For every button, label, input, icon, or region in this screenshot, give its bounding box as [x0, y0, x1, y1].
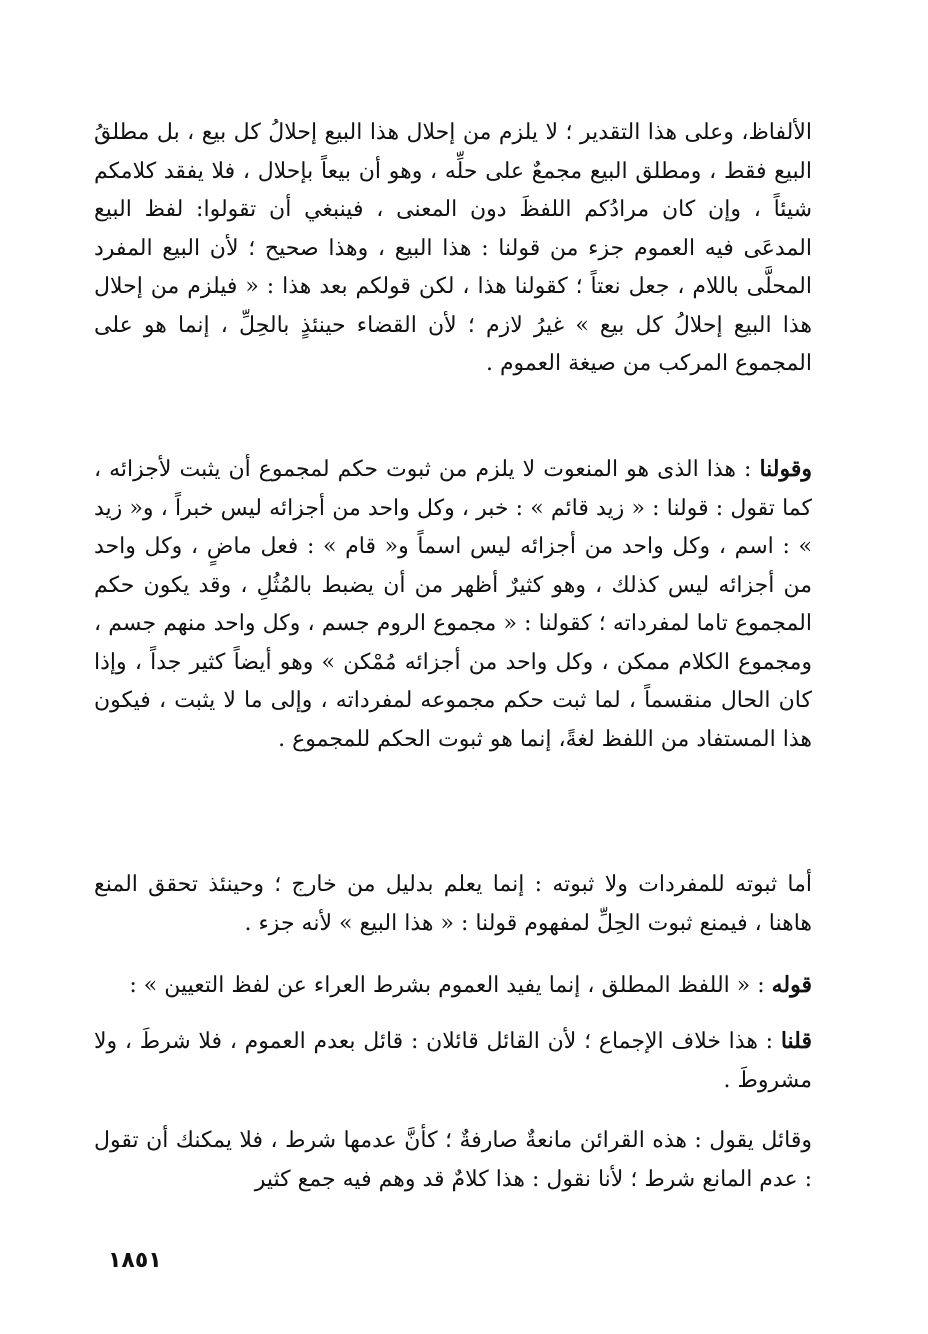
paragraph-4-body: : « اللفظ المطلق ، إنما يفيد العموم بشرط العراء عن لفظ التعيين » : [129, 973, 772, 998]
paragraph-5-body: : هذا خلاف الإجماع ؛ لأن القائل قائلان : قائل بعدم العموم ، فلا شرطَ ، ولا مشروطَ . [94, 1029, 812, 1093]
paragraph-4 [94, 966, 812, 1006]
paragraph-5-lead: قلنا [780, 1028, 812, 1054]
paragraph-1-text: الألفاظ، وعلى هذا التقدير ؛ لا يلزم من إحلال هذا البيع إحلالُ كل بيع ، بل مطلقُ البيع فقط ، ومطلق البيع مجمعٌ على حلِّه ، وهو أن بيعاً بإحلال ، فلا يفقد كلامكم شيئاً ، وإن كان مرادُكم اللفظَ دون المعنى ، فينبغي أن تقولوا: لفظ البيع المدعَى فيه العموم جزء من قولنا : هذا البيع ، وهذا صحيح ؛ لأن البيع المفرد المحلَّى باللام ، جعل نعتاً ؛ كقولنا هذا ، لكن قولكم بعد هذا : « فيلزم من إحلال هذا البيع إحلالُ كل بيع » غيرُ لازم ؛ لأن القضاء حينئذٍ بالحِلِّ ، إنما هو على المجموع المركب من صيغة العموم . [94, 120, 812, 376]
paragraph-2-body: : هذا الذى هو المنعوت لا يلزم من ثبوت حكم لمجموع أن يثبت لأجزائه ، كما تقول : قولنا : « زيد قائم » : خبر ، وكل واحد من أجزائه ليس خبراً ، و« زيد » : اسم ، وكل واحد من أجزائه ليس اسماً و« قام » : فعل ماضٍ ، وكل واحد من أجزائه ليس كذلك ، وهو كثيرٌ أظهر من أن يضبط بالمُثُلِ ، وقد يكون حكم المجموع تاما لمفرداته ؛ كقولنا : « مجموع الروم جسم ، وكل واحد منهم جسم ، ومجموع الكلام ممكن ، وكل واحد من أجزائه مُمْكن » وهو أيضاً كثير جداً ، وإذا كان الحال منقسماً ، لما ثبت حكم مجموعه لمفرداته ، وإلى ما لا يثبت ، فيكون هذا المستفاد من اللفظ لغةً، إنما هو ثبوت الحكم للمجموع . [94, 457, 812, 752]
paragraph-6 [94, 1122, 812, 1199]
paragraph-5 [94, 1022, 812, 1100]
paragraph-2-lead: وقولنا [759, 456, 812, 482]
page-number: ١٨٥١ [108, 1248, 162, 1273]
paragraph-3-text: أما ثبوته للمفردات ولا ثبوته : إنما يعلم بدليل من خارج ؛ وحينئذ تحقق المنع هاهنا ، فيمنع ثبوت الحِلِّ لمفهوم قولنا : « هذا البيع » لأنه جزء . [94, 872, 812, 936]
paragraph-5-text [94, 1022, 812, 1100]
paragraph-1 [94, 114, 812, 384]
paragraph-4-text [94, 966, 812, 1006]
paragraph-4-lead: قوله [771, 972, 812, 998]
paragraph-3 [94, 866, 812, 943]
paragraph-6-text: وقائل يقول : هذه القرائن مانعةٌ صارفةٌ ؛ كأنَّ عدمها شرط ، فلا يمكنك أن تقول : عدم المانع شرط ؛ لأنا نقول : هذا كلامٌ قد وهم فيه جمع كثير [94, 1128, 812, 1192]
paragraph-2 [94, 450, 812, 759]
paragraph-2-text [94, 450, 812, 759]
